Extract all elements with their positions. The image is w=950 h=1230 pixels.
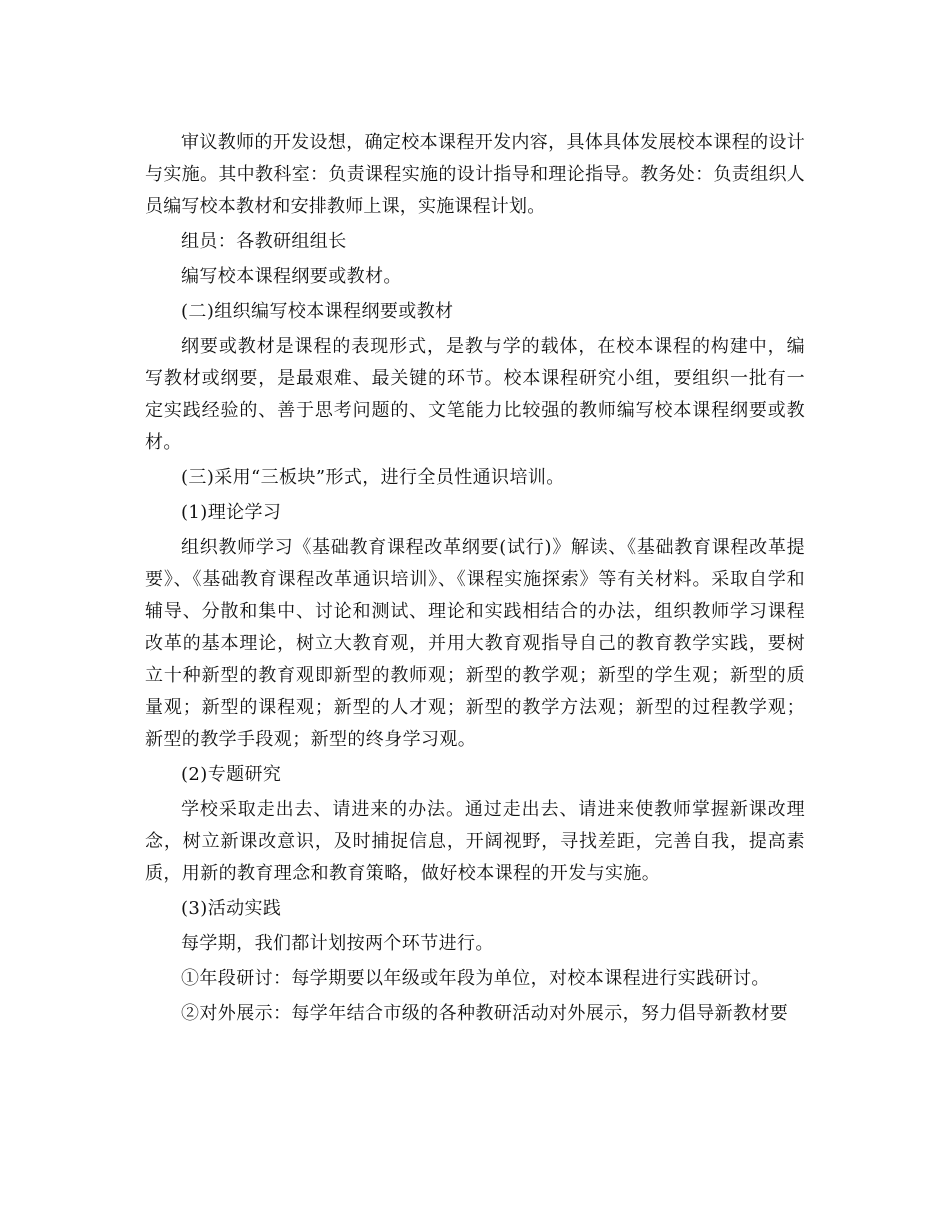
- paragraph-intro: 审议教师的开发设想，确定校本课程开发内容，具体具体发展校本课程的设计与实施。其中教科室：负责课程实施的设计指导和理论指导。教务处：负责组织人员编写校本教材和安排教师上课，实施课程计划。: [145, 132, 805, 217]
- subheading-research: (2)专题研究: [181, 764, 282, 785]
- paragraph-compile: 编写校本课程纲要或教材。: [181, 266, 402, 287]
- paragraph-outline: 纲要或教材是课程的表现形式，是教与学的载体，在校本课程的构建中，编写教材或纲要，是最艰难、最关键的环节。校本课程研究小组，要组织一批有一定实践经验的、善于思考问题的、文笔能力比较强的教师编写校本课程纲要或教材。: [145, 336, 805, 453]
- document-body: [145, 127, 805, 1033]
- paragraph-theory: 组织教师学习《基础教育课程改革纲要(试行)》解读、《基础教育课程改革提要》、《基础教育课程改革通识培训》、《课程实施探索》等有关材料。采取自学和辅导、分散和集中、讨论和测试、理论和实践相结合的办法，组织教师学习课程改革的基本理论，树立大教育观，并用大教育观指导自己的教育教学实践，要树立十种新型的教育观即新型的教师观；新型的教学观；新型的学生观；新型的质量观；新型的课程观；新型的人才观；新型的教学方法观；新型的过程教学观；新型的教学手段观；新型的终身学习观。: [145, 537, 805, 750]
- paragraph-practice: 每学期，我们都计划按两个环节进行。: [181, 933, 494, 954]
- list-item-grade-discussion: ①年段研讨：每学期要以年级或年段为单位，对校本课程进行实践研讨。: [181, 968, 770, 989]
- subheading-practice: (3)活动实践: [181, 898, 282, 919]
- paragraph-research: 学校采取走出去、请进来的办法。通过走出去、请进来使教师掌握新课改理念，树立新课改意识，及时捕捉信息，开阔视野，寻找差距，完善自我，提高素质，用新的教育理念和教育策略，做好校本课程的开发与实施。: [145, 799, 805, 884]
- subheading-theory: (1)理论学习: [181, 502, 282, 523]
- section-heading-3: (三)采用“三板块”形式，进行全员性通识培训。: [181, 467, 565, 488]
- section-heading-2: (二)组织编写校本课程纲要或教材: [181, 301, 454, 322]
- paragraph-members: 组员：各教研组组长: [181, 231, 347, 252]
- list-item-external-showcase: ②对外展示：每学年结合市级的各种教研活动对外展示，努力倡导新教材要: [181, 1003, 789, 1024]
